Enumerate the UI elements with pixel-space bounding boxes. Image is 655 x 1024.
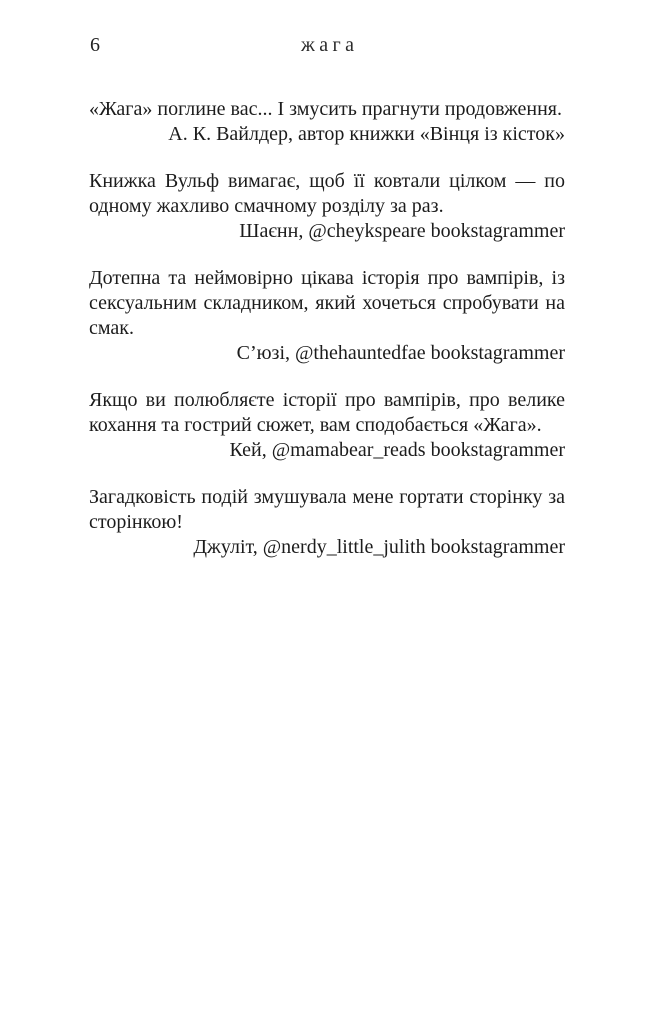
quote-attribution: С’юзі, @thehauntedfae bookstagrammer — [236, 342, 565, 364]
quote-block — [89, 169, 565, 244]
quote-text: Книжка Вульф вимагає, щоб її ковтали цілком — по одному жахливо смачному розділу за раз. — [89, 170, 565, 217]
quote-text: «Жага» поглине вас... І змусить прагнути продовження. — [89, 98, 562, 120]
quote-text: Загадковість подій змушувала мене гортати сторінку за сторінкою! — [89, 486, 565, 533]
quote-text: Дотепна та неймовірно цікава історія про вампірів, із сексуальним складником, який хочеться спробувати на смак. — [89, 267, 565, 339]
quote-attribution: Шаєнн, @cheykspeare bookstagrammer — [239, 220, 565, 242]
quote-text: Якщо ви полюбляєте історії про вампірів, про велике кохання та гострий сюжет, вам сподобається «Жага». — [89, 389, 565, 436]
quote-attribution: А. К. Вайлдер, автор книжки «Вінця із кісток» — [168, 123, 565, 145]
quote-block — [89, 266, 565, 366]
quote-block — [89, 388, 565, 463]
page-number: 6 — [90, 34, 100, 56]
quote-attribution: Джуліт, @nerdy_little_julith bookstagrammer — [193, 536, 565, 558]
quote-block — [89, 97, 565, 147]
page-header — [90, 33, 565, 57]
quote-attribution: Кей, @mamabear_reads bookstagrammer — [229, 439, 565, 461]
page-content — [89, 97, 565, 582]
running-title: жага — [301, 34, 359, 56]
quote-block — [89, 485, 565, 560]
